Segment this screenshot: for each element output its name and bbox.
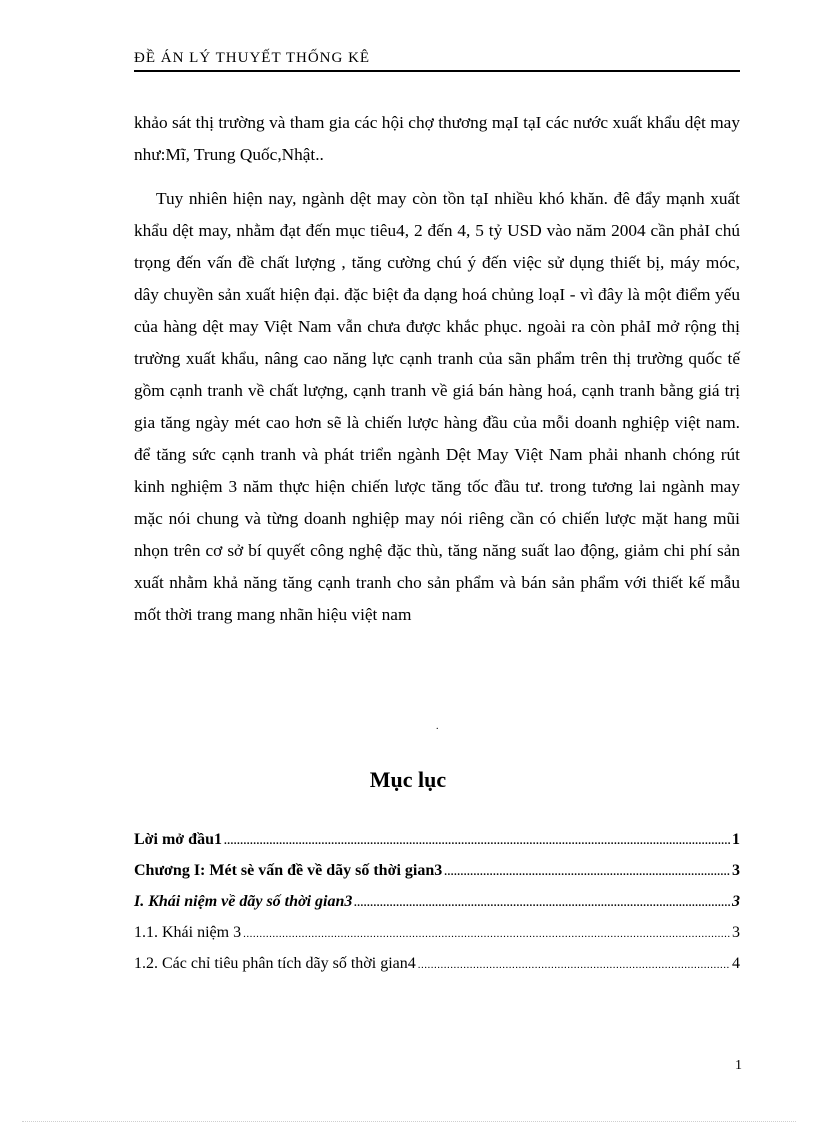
paragraph-2: Tuy nhiên hiện nay, ngành dệt may còn tồn tạI nhiều khó khăn. đê đẩy mạnh xuất khẩu dệt may, nhằm đạt đến mục tiêu4, 2 đến 4, 5 tỷ USD vào năm 2004 cần phảI chú trọng đến vấn đề chất lượng , tăng cường chú ý đến việc sử dụng thiết bị, máy móc, dây chuyền sản xuất hiện đại. đặc biệt đa dạng hoá chủng loạI - vì đây là một điểm yếu của hàng dệt may Việt Nam vẫn chưa được khắc phục. ngoài ra còn phảI mở rộng thị trường xuất khẩu, nâng cao năng lực cạnh tranh của sãn phẩm trên thị trường quốc tế gồm cạnh tranh về chất lượng, cạnh tranh về giá bán hàng hoá, cạnh tranh bằng giá trị gia tăng ngày mét cao hơn sẽ là chiến lược hàng đầu của mỗi doanh nghiệp việt nam. để tăng sức cạnh tranh và phát triển ngành Dệt May Việt Nam phải nhanh chóng rút kinh nghiệm 3 năm thực hiện chiến lược tăng tốc đầu tư. trong tương lai ngành may mặc nói chung và từng doanh nghiệp may nói riêng cần có chiến lược mặt hang mũi nhọn trên cơ sở bí quyết công nghệ đặc thù, tăng năng suất lao động, giảm chi phí sản xuất nhằm khả năng tăng cạnh tranh cho sản phẩm và bán sản phẩm với thiết kế mẫu mốt thời trang mang nhãn hiệu việt nam — [134, 189, 740, 624]
toc-entry-text: I. Khái niệm về dãy số thời gian3 — [134, 893, 353, 910]
toc-entry-page: 3 — [732, 862, 740, 879]
toc-entry-loi-mo-dau[interactable] — [134, 824, 740, 855]
toc-entry-page: 3 — [732, 893, 740, 910]
body-text — [134, 107, 740, 631]
table-of-contents — [134, 824, 740, 979]
toc-title: Mục lục — [369, 767, 447, 792]
toc-entry-1-2[interactable] — [134, 948, 740, 979]
dot-leader — [354, 888, 730, 919]
toc-entry-chuong-1[interactable] — [134, 855, 740, 886]
toc-entry-page: 3 — [732, 924, 740, 941]
toc-entry-text: Lời mở đầu1 — [134, 831, 222, 848]
dot-leader — [243, 919, 730, 950]
toc-entry-text: 1.1. Khái niệm 3 — [134, 924, 242, 941]
toc-entry-section-1[interactable] — [134, 886, 740, 917]
dot-leader — [444, 857, 730, 888]
running-header: ĐỀ ÁN LÝ THUYẾT THỐNG KÊ — [134, 50, 371, 66]
toc-entry-page: 1 — [732, 831, 740, 848]
toc-entry-1-1[interactable] — [134, 917, 740, 948]
paragraph-1: khảo sát thị trường và tham gia các hội chợ thương mạI tạI các nước xuất khẩu dệt may như:Mĩ, Trung Quốc,Nhật.. — [134, 113, 740, 164]
header-rule — [134, 70, 740, 72]
page-number: 1 — [735, 1058, 742, 1073]
toc-entry-page: 4 — [732, 955, 740, 972]
dot-leader — [224, 826, 730, 857]
stray-dot: . — [436, 721, 439, 732]
toc-entry-text: 1.2. Các chỉ tiêu phân tích dãy số thời gian4 — [134, 955, 416, 972]
dot-leader — [418, 950, 730, 981]
page-bottom-border — [22, 1121, 796, 1122]
toc-entry-text: Chương I: Mét sè vấn đề về dãy số thời gian3 — [134, 862, 443, 879]
